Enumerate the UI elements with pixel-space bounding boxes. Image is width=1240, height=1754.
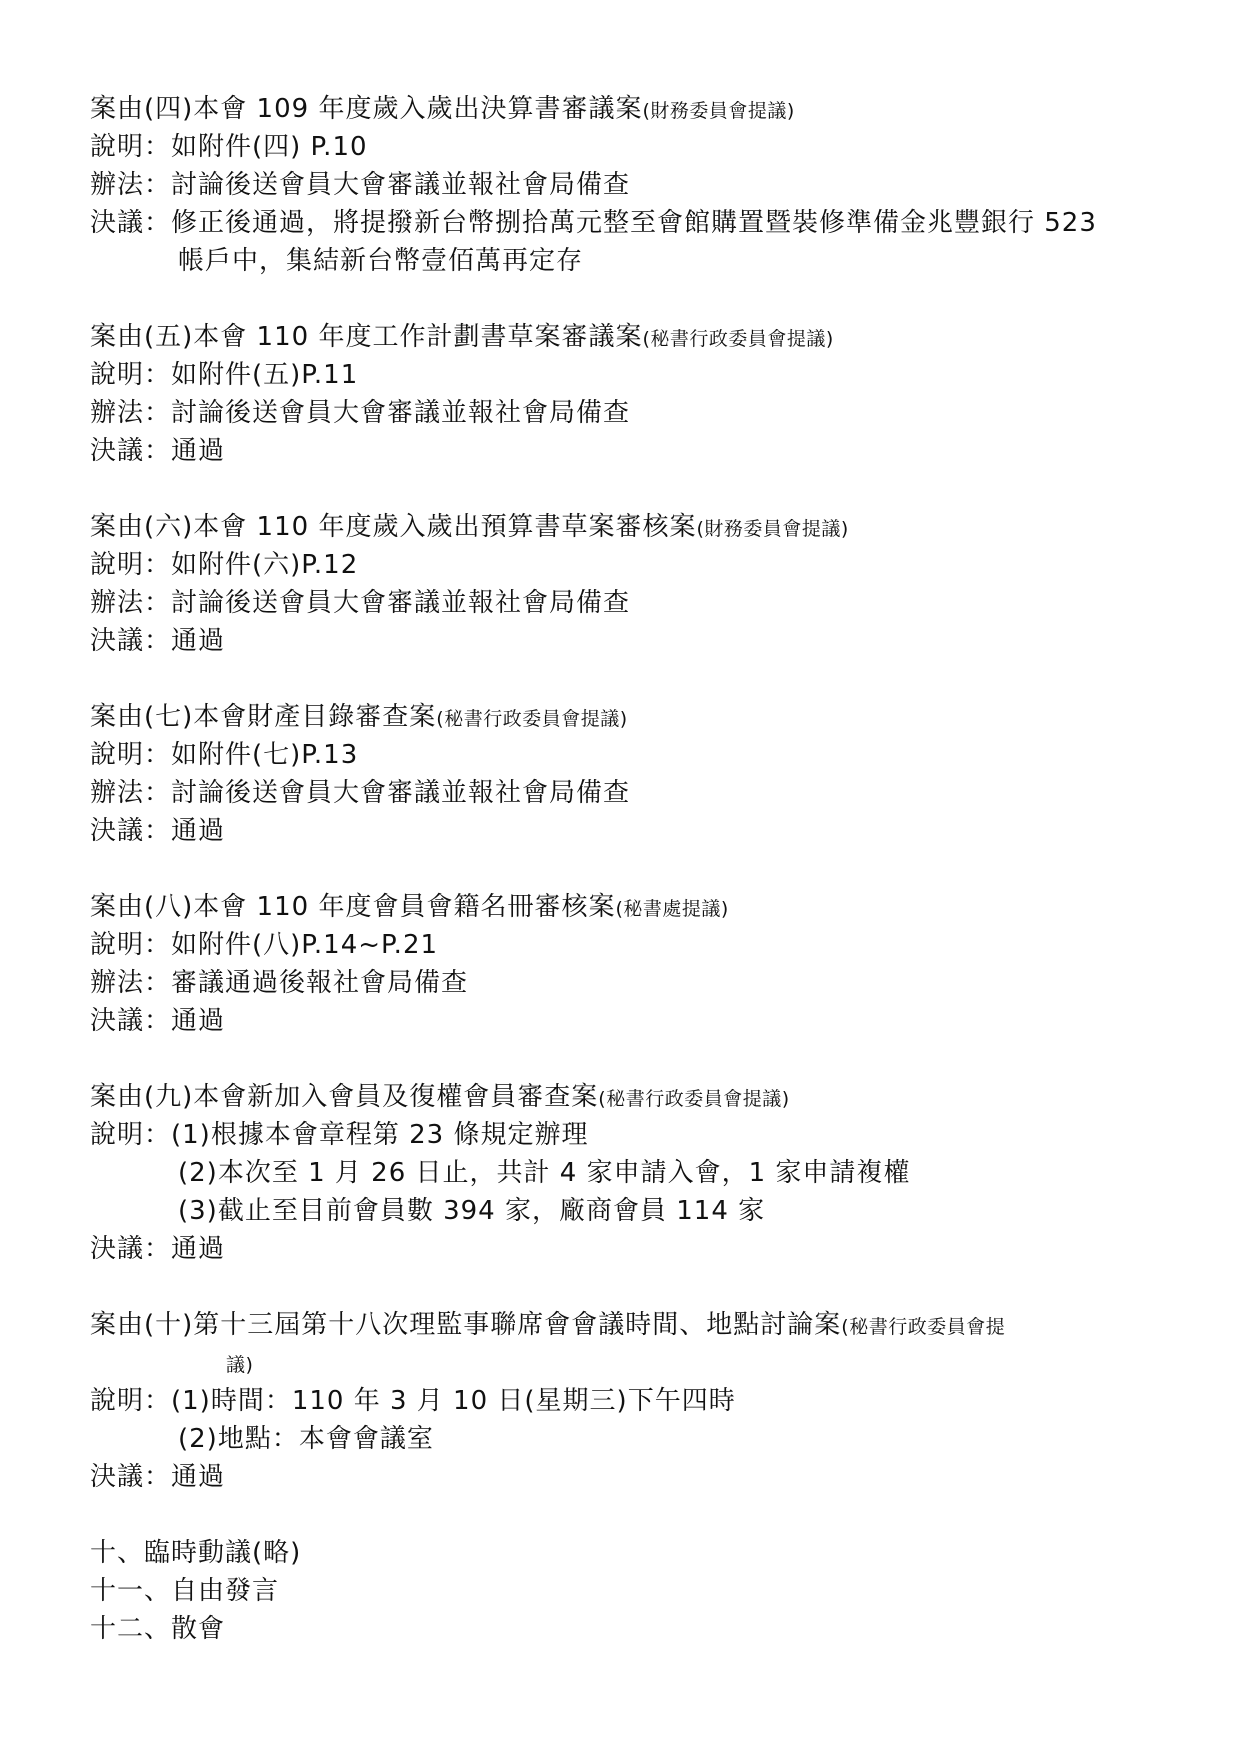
case-proposer: (財務委員會提議) xyxy=(642,100,795,122)
case-description-item-2: (2)本次至 1 月 26 日止，共計 4 家申請入會，1 家申請複權 xyxy=(178,1158,911,1188)
case-title-text: 案由(九)本會新加入會員及復權會員審查案 xyxy=(90,1082,599,1112)
case-title xyxy=(90,318,1190,356)
case-proposer: (秘書行政委員會提 xyxy=(841,1316,1006,1338)
case-title-text: 案由(四)本會 109 年度歲入歲出決算書審議案 xyxy=(90,94,643,124)
spacer xyxy=(90,470,1190,508)
case-method: 辦法：討論後送會員大會審議並報社會局備查 xyxy=(90,170,631,200)
case-8 xyxy=(90,888,1190,1040)
agenda-item-adjournment: 十二、散會 xyxy=(90,1614,226,1644)
agenda-item-free-speech: 十一、自由發言 xyxy=(90,1576,280,1606)
case-9 xyxy=(90,1078,1190,1268)
spacer xyxy=(90,850,1190,888)
case-6 xyxy=(90,508,1190,660)
spacer xyxy=(90,280,1190,318)
case-title xyxy=(90,90,1190,128)
case-resolution-continued: 帳戶中，集結新台幣壹佰萬再定存 xyxy=(178,246,584,276)
case-method: 辦法：討論後送會員大會審議並報社會局備查 xyxy=(90,398,631,428)
case-title-text: 案由(十)第十三屆第十八次理監事聯席會會議時間、地點討論案 xyxy=(90,1310,842,1340)
case-description: 說明：如附件(四) P.10 xyxy=(90,132,368,162)
spacer xyxy=(90,1496,1190,1534)
case-description-item-2: (2)地點：本會會議室 xyxy=(178,1424,434,1454)
case-method: 辦法：討論後送會員大會審議並報社會局備查 xyxy=(90,778,631,808)
case-description: 說明：如附件(七)P.13 xyxy=(90,740,359,770)
case-resolution: 決議：通過 xyxy=(90,436,226,466)
case-title xyxy=(90,1306,1190,1344)
case-title xyxy=(90,508,1190,546)
spacer xyxy=(90,1040,1190,1078)
agenda-item-extempore-motion: 十、臨時動議(略) xyxy=(90,1538,302,1568)
case-10 xyxy=(90,1306,1190,1496)
case-description: 說明：如附件(八)P.14~P.21 xyxy=(90,930,439,960)
case-title xyxy=(90,888,1190,926)
case-description: 說明：如附件(六)P.12 xyxy=(90,550,359,580)
case-proposer-continued-text: 議) xyxy=(226,1354,254,1376)
case-5 xyxy=(90,318,1190,470)
case-resolution: 決議：通過 xyxy=(90,816,226,846)
case-title-text: 案由(七)本會財產目錄審查案 xyxy=(90,702,437,732)
spacer xyxy=(90,1268,1190,1306)
case-description: 說明：(1)時間：110 年 3 月 10 日(星期三)下午四時 xyxy=(90,1386,736,1416)
document-page xyxy=(90,90,1190,1648)
case-title-text: 案由(五)本會 110 年度工作計劃書草案審議案 xyxy=(90,322,643,352)
case-title-text: 案由(六)本會 110 年度歲入歲出預算書草案審核案 xyxy=(90,512,697,542)
case-resolution: 決議：通過 xyxy=(90,1234,226,1264)
case-proposer: (秘書行政委員會提議) xyxy=(642,328,834,350)
case-description-item-3: (3)截止至目前會員數 394 家，廠商會員 114 家 xyxy=(178,1196,766,1226)
case-method: 辦法：審議通過後報社會局備查 xyxy=(90,968,469,998)
case-proposer: (財務委員會提議) xyxy=(696,518,849,540)
case-4 xyxy=(90,90,1190,280)
case-7 xyxy=(90,698,1190,850)
case-description: 說明：如附件(五)P.11 xyxy=(90,360,359,390)
spacer xyxy=(90,660,1190,698)
case-resolution: 決議：通過 xyxy=(90,626,226,656)
case-method: 辦法：討論後送會員大會審議並報社會局備查 xyxy=(90,588,631,618)
case-resolution: 決議：通過 xyxy=(90,1462,226,1492)
case-proposer: (秘書行政委員會提議) xyxy=(436,708,628,730)
case-proposer: (秘書行政委員會提議) xyxy=(598,1088,790,1110)
case-title-text: 案由(八)本會 110 年度會員會籍名冊審核案 xyxy=(90,892,616,922)
case-resolution: 決議：通過 xyxy=(90,1006,226,1036)
case-proposer-continued xyxy=(90,1344,1190,1382)
case-title xyxy=(90,1078,1190,1116)
case-resolution: 決議：修正後通過，將提撥新台幣捌拾萬元整至會館購置暨裝修準備金兆豐銀行 523 xyxy=(90,208,1097,238)
case-description: 說明：(1)根據本會章程第 23 條規定辦理 xyxy=(90,1120,589,1150)
case-proposer: (秘書處提議) xyxy=(615,898,729,920)
agenda-list xyxy=(90,1534,1190,1648)
case-title xyxy=(90,698,1190,736)
